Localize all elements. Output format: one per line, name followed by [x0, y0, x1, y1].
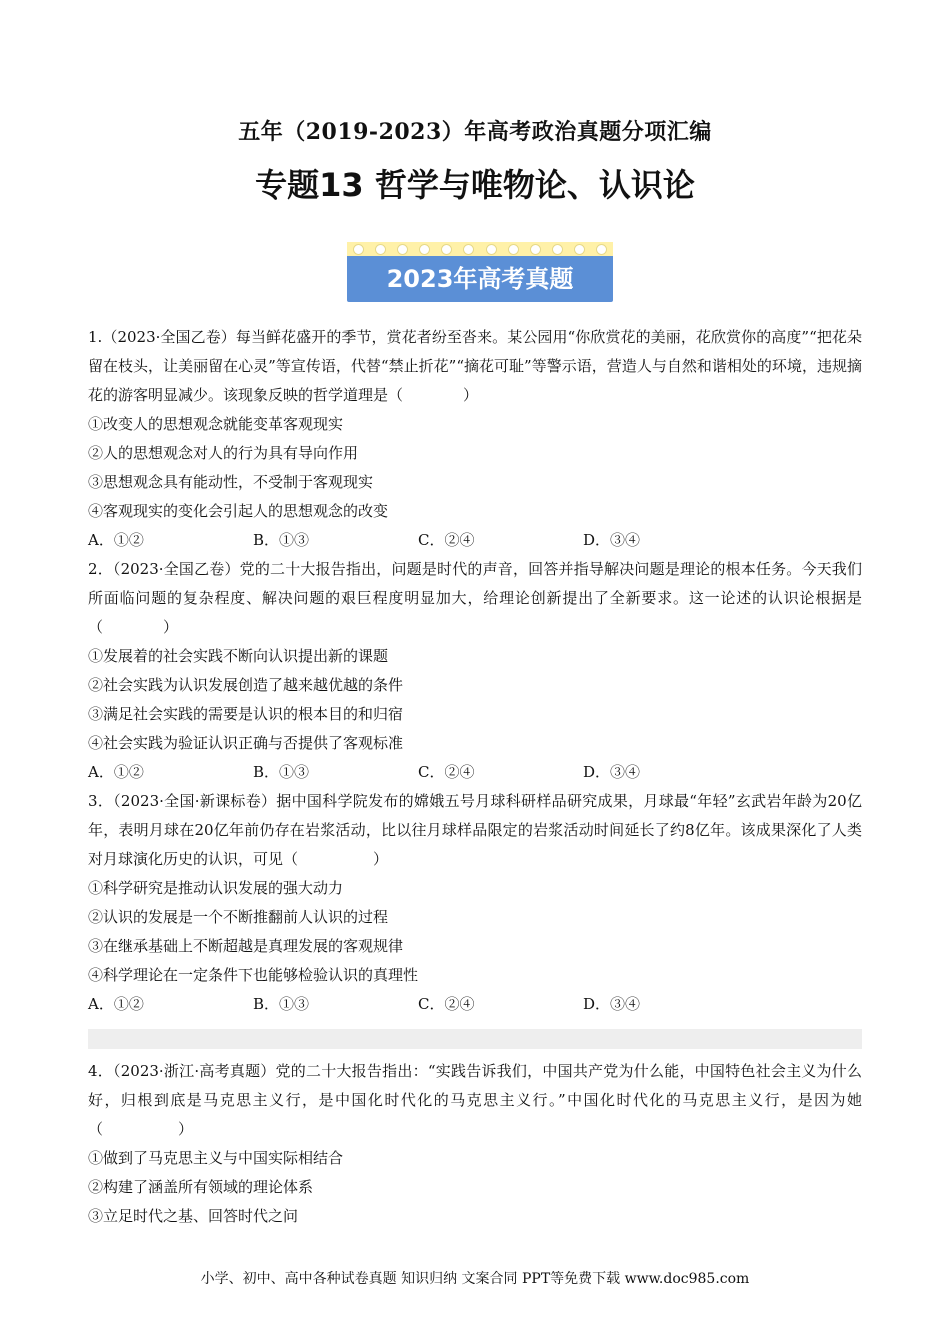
question-stem: 4．（2023·浙江·高考真题）党的二十大报告指出：“实践告诉我们，中国共产党为什么能，中国特色社会主义为什么好，归根到底是马克思主义行，是中国化时代化的马克思主义行。”中国化时代化的马克思主义行，是因为她（ ） — [88, 1062, 862, 1138]
question-stem: 2．（2023·全国乙卷）党的二十大报告指出，问题是时代的声音，回答并指导解决问题是理论的根本任务。今天我们所面临问题的复杂程度、解决问题的艰巨程度明显加大，给理论创新提出了全新要求。这一论述的认识论根据是（ ） — [88, 560, 862, 636]
question-list — [88, 323, 862, 1231]
statement-option: ③立足时代之基、回答时代之问 — [88, 1207, 299, 1225]
choice-b: B．①③ — [253, 763, 310, 781]
statement-option: ②认识的发展是一个不断推翻前人认识的过程 — [88, 908, 389, 926]
choice-d: D．③④ — [583, 995, 641, 1013]
answer-choices — [88, 526, 862, 555]
question-stem: 1.（2023·全国乙卷）每当鲜花盛开的季节，赏花者纷至沓来。某公园用“你欣赏花的美丽，花欣赏你的高度”“把花朵留在枝头，让美丽留在心灵”等宣传语，代替“禁止折花”“摘花可耻”等警示语，营造人与自然和谐相处的环境，违规摘花的游客明显减少。该现象反映的哲学道理是（ ） — [88, 328, 862, 404]
statement-option: ①科学研究是推动认识发展的强大动力 — [88, 879, 344, 897]
statement-option: ②构建了涵盖所有领域的理论体系 — [88, 1178, 314, 1196]
banner-dots-decoration — [347, 242, 613, 256]
question-4 — [88, 1057, 862, 1231]
page-footer: 小学、初中、高中各种试卷真题 知识归纳 文案合同 PPT等免费下载 www.doc985.com — [200, 1271, 750, 1287]
statement-option: ①做到了马克思主义与中国实际相结合 — [88, 1149, 344, 1167]
question-1 — [88, 323, 862, 555]
statement-option: ④社会实践为验证认识正确与否提供了客观标准 — [88, 734, 404, 752]
statement-option: ①改变人的思想观念就能变革客观现实 — [88, 415, 344, 433]
choice-a: A．①② — [88, 763, 144, 781]
statement-option: ①发展着的社会实践不断向认识提出新的课题 — [88, 647, 389, 665]
topic-title: 专题13 哲学与唯物论、认识论 — [255, 166, 695, 204]
statement-option: ②社会实践为认识发展创造了越来越优越的条件 — [88, 676, 404, 694]
choice-b: B．①③ — [253, 531, 310, 549]
statement-option: ③思想观念具有能动性，不受制于客观现实 — [88, 473, 374, 491]
statement-option: ④客观现实的变化会引起人的思想观念的改变 — [88, 502, 389, 520]
question-3 — [88, 787, 862, 1019]
choice-a: A．①② — [88, 995, 144, 1013]
answer-choices — [88, 990, 862, 1019]
section-divider — [88, 1029, 862, 1049]
choice-c: C．②④ — [418, 763, 475, 781]
choice-c: C．②④ — [418, 531, 475, 549]
choice-d: D．③④ — [583, 531, 641, 549]
banner-label: 2023年高考真题 — [386, 265, 574, 293]
answer-choices — [88, 758, 862, 787]
choice-c: C．②④ — [418, 995, 475, 1013]
question-2 — [88, 555, 862, 787]
choice-b: B．①③ — [253, 995, 310, 1013]
statement-option: ④科学理论在一定条件下也能够检验认识的真理性 — [88, 966, 419, 984]
statement-option: ③在继承基础上不断超越是真理发展的客观规律 — [88, 937, 404, 955]
statement-option: ②人的思想观念对人的行为具有导向作用 — [88, 444, 359, 462]
choice-a: A．①② — [88, 531, 144, 549]
series-title: 五年（2019-2023）年高考政治真题分项汇编 — [238, 119, 712, 145]
question-stem: 3．（2023·全国·新课标卷）据中国科学院发布的嫦娥五号月球科研样品研究成果，月球最“年轻”玄武岩年龄为20亿年，表明月球在20亿年前仍存在岩浆活动，比以往月球样品限定的岩浆活动时间延长了约8亿年。该成果深化了人类对月球演化历史的认识，可见（ ） — [88, 792, 862, 868]
statement-option: ③满足社会实践的需要是认识的根本目的和归宿 — [88, 705, 404, 723]
choice-d: D．③④ — [583, 763, 641, 781]
year-banner — [347, 242, 613, 302]
